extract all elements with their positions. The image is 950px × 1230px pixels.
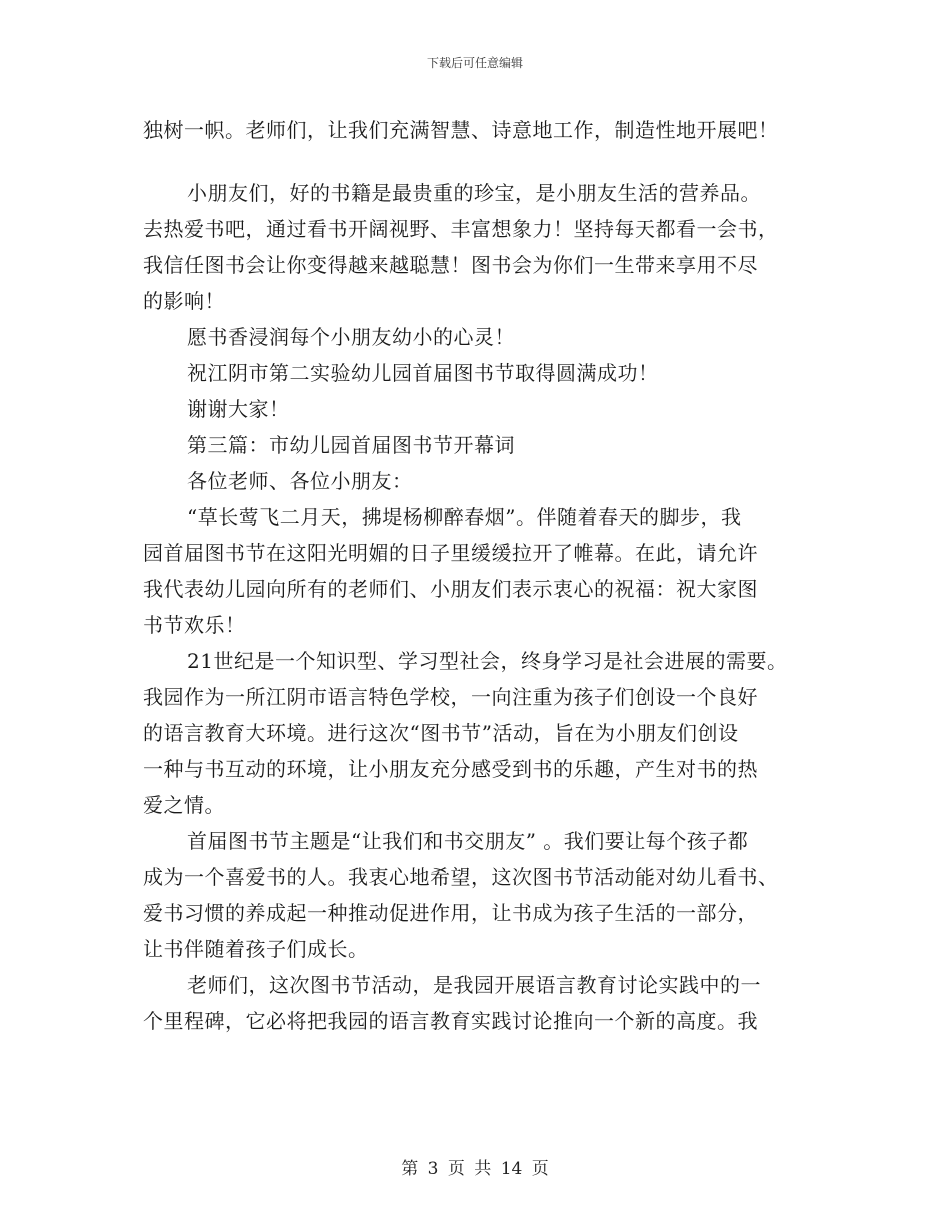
text-line: 个里程碑，它必将把我园的语言教育实践讨论推向一个新的高度。我 [143, 1009, 758, 1033]
text-line: 我园作为一所江阴市语言特色学校，一向注重为孩子们创设一个良好 [143, 685, 758, 709]
paragraph-gap [143, 148, 823, 175]
text-line: 的影响！ [143, 289, 225, 313]
text-line: 独树一帜。老师们，让我们充满智慧、诗意地工作，制造性地开展吧！ [143, 118, 779, 142]
text-line: 去热爱书吧，通过看书开阔视野、丰富想象力！坚持每天都看一会书， [143, 217, 779, 241]
text-line: 我信任图书会让你变得越来越聪慧！图书会为你们一生带来享用不尽 [143, 253, 758, 277]
text-line: 祝江阴市第二实验幼儿园首届图书节取得圆满成功！ [187, 361, 659, 385]
text-line: 愿书香浸润每个小朋友幼小的心灵！ [187, 325, 515, 349]
text-line: 首届图书节主题是“让我们和书交朋友” 。我们要让每个孩子都 [187, 829, 749, 853]
text-line: 谢谢大家！ [187, 397, 290, 421]
text-line: 一种与书互动的环境，让小朋友充分感受到书的乐趣，产生对书的热 [143, 757, 758, 781]
text-line: “草长莺飞二月天，拂堤杨柳醉春烟”。伴随着春天的脚步，我 [187, 505, 742, 529]
text-line: 让书伴随着孩子们成长。 [143, 937, 369, 961]
page-header: 下载后可任意编辑 [426, 56, 523, 70]
text-line: 小朋友们，好的书籍是最贵重的珍宝，是小朋友生活的营养品。 [187, 181, 761, 205]
text-line: 21世纪是一个知识型、学习型社会，终身学习是社会进展的需要。 [187, 649, 788, 673]
text-line: 各位老师、各位小朋友： [187, 469, 413, 493]
text-line: 成为一个喜爱书的人。我衷心地希望，这次图书节活动能对幼儿看书、 [143, 865, 779, 889]
text-line: 老师们，这次图书节活动，是我园开展语言教育讨论实践中的一 [187, 973, 761, 997]
text-line: 我代表幼儿园向所有的老师们、小朋友们表示衷心的祝福：祝大家图 [143, 577, 758, 601]
text-line: 爱书习惯的养成起一种推动促进作用，让书成为孩子生活的一部分， [143, 901, 758, 925]
text-line: 的语言教育大环境。进行这次“图书节”活动，旨在为小朋友们创设 [143, 721, 739, 745]
text-line: 园首届图书节在这阳光明媚的日子里缓缓拉开了帷幕。在此，请允许 [143, 541, 758, 565]
text-line: 爱之情。 [143, 793, 225, 817]
section-title: 第三篇：市幼儿园首届图书节开幕词 [187, 433, 515, 457]
body-text [143, 112, 823, 1039]
page-footer: 第 3 页 共 14 页 [401, 1159, 549, 1179]
text-line: 书节欢乐！ [143, 613, 246, 637]
